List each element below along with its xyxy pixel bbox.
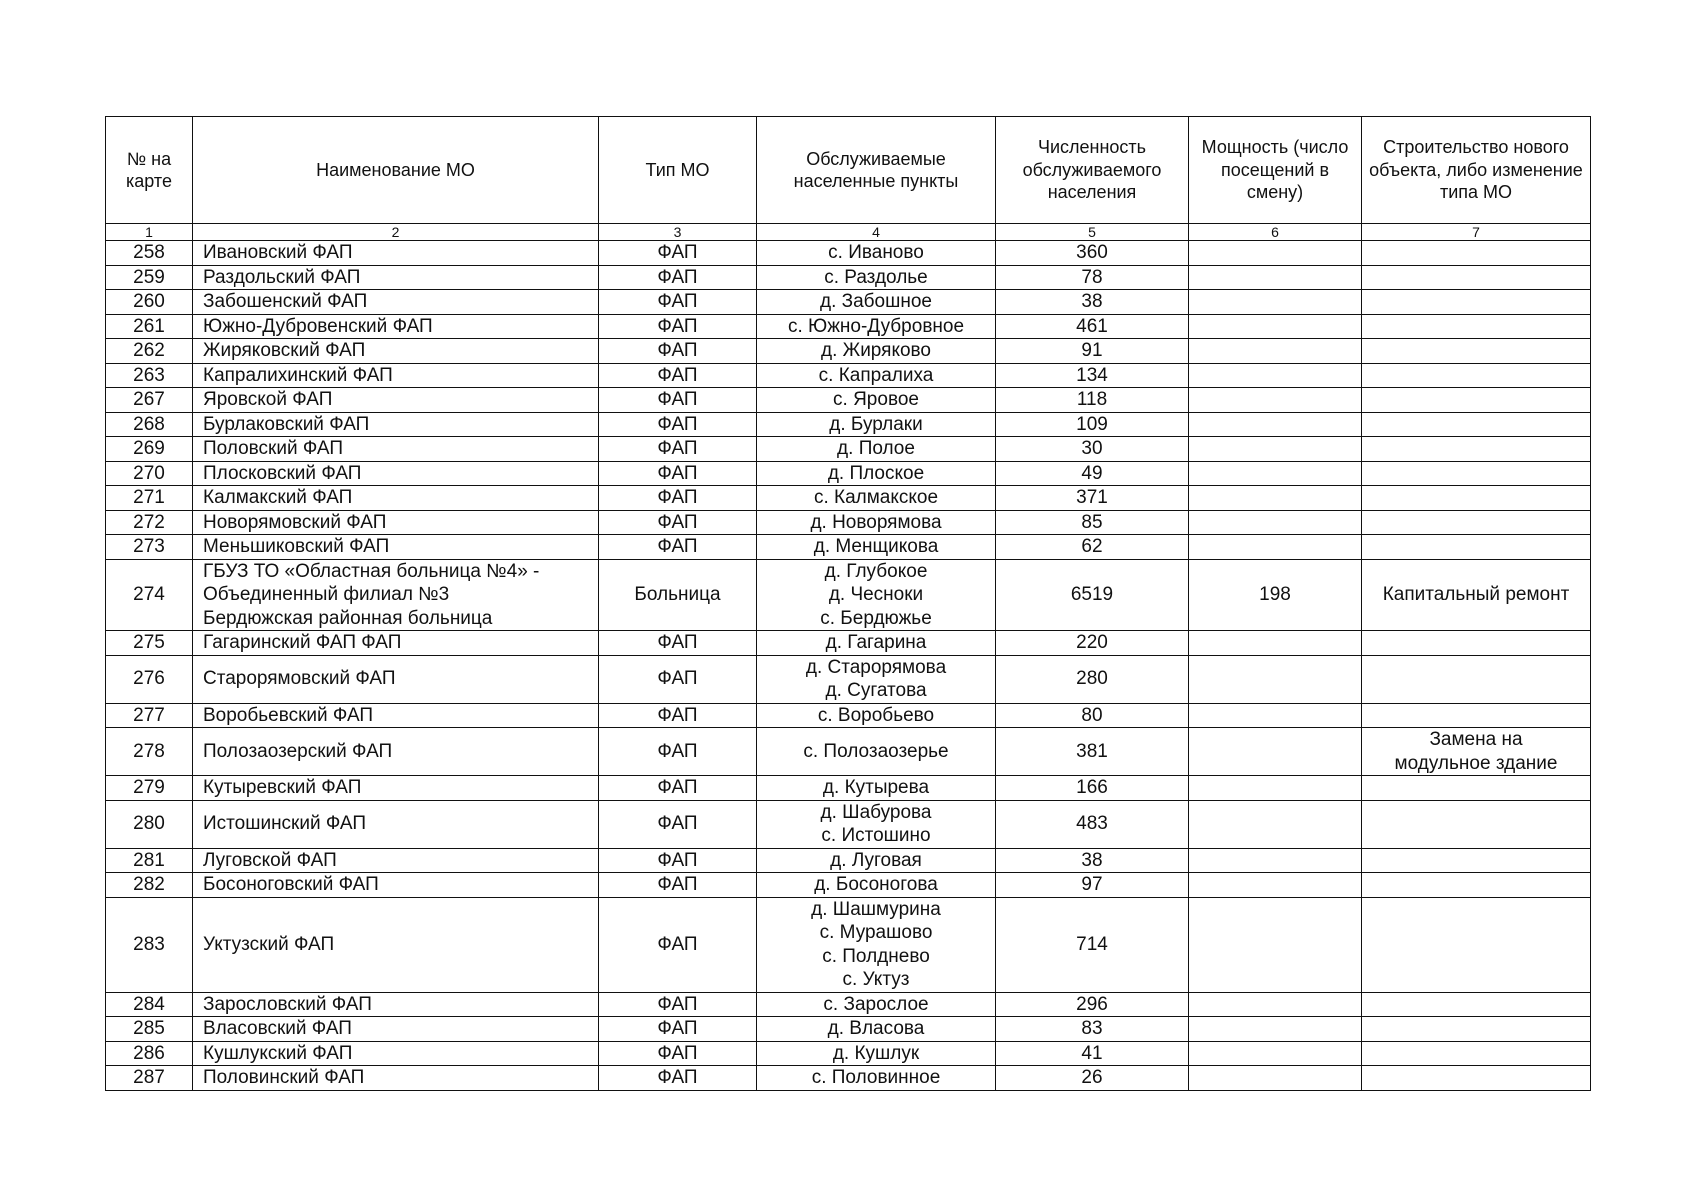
capacity-cell xyxy=(1189,437,1362,462)
settlements-cell xyxy=(757,388,996,413)
mo-name-cell xyxy=(193,873,599,898)
construction-cell-line: Капитальный ремонт xyxy=(1382,584,1570,605)
construction-cell xyxy=(1362,873,1591,898)
settlements-cell xyxy=(757,265,996,290)
construction-cell xyxy=(1362,486,1591,511)
construction-cell xyxy=(1362,241,1591,266)
mo-name-cell xyxy=(193,265,599,290)
population-cell: 62 xyxy=(996,535,1189,560)
settlements-cell-line: с. Иваново xyxy=(828,242,924,263)
map-number-cell: 275 xyxy=(106,631,193,656)
mo-type-cell: ФАП xyxy=(599,290,757,315)
mo-type-cell: Больница xyxy=(599,559,757,631)
settlements-cell xyxy=(757,848,996,873)
construction-cell xyxy=(1362,559,1591,631)
settlements-cell-line: д. Менщикова xyxy=(813,536,939,557)
table-row xyxy=(106,1066,1591,1091)
settlements-cell xyxy=(757,897,996,992)
capacity-cell xyxy=(1189,1017,1362,1042)
settlements-cell xyxy=(757,703,996,728)
population-cell: 134 xyxy=(996,363,1189,388)
capacity-cell xyxy=(1189,897,1362,992)
settlements-cell-line: с. Полднево xyxy=(822,945,930,967)
settlements-cell-line: с. Зарослое xyxy=(823,993,929,1015)
capacity-cell xyxy=(1189,631,1362,656)
settlements-cell-line: д. Власова xyxy=(827,1018,925,1039)
table-row xyxy=(106,559,1591,631)
construction-cell xyxy=(1362,703,1591,728)
mo-name-cell-line: Плосковский ФАП xyxy=(203,462,362,484)
mo-name-cell xyxy=(193,631,599,656)
mo-type-cell: ФАП xyxy=(599,363,757,388)
mo-name-cell-line: Жиряковский ФАП xyxy=(203,340,366,361)
mo-name-cell xyxy=(193,314,599,339)
mo-type-cell: ФАП xyxy=(599,510,757,535)
settlements-cell-line: д. Плоское xyxy=(827,462,925,484)
mo-name-cell-line: Половинский ФАП xyxy=(203,1067,365,1088)
mo-name-cell xyxy=(193,486,599,511)
population-cell: 360 xyxy=(996,241,1189,266)
settlements-cell xyxy=(757,873,996,898)
settlements-cell-line: с. Раздолье xyxy=(824,266,928,288)
capacity-cell xyxy=(1189,655,1362,703)
map-number-cell: 283 xyxy=(106,897,193,992)
mo-name-cell-line: Луговской ФАП xyxy=(203,849,337,871)
mo-name-cell xyxy=(193,776,599,801)
map-number-cell: 263 xyxy=(106,363,193,388)
map-number-cell: 282 xyxy=(106,873,193,898)
capacity-cell xyxy=(1189,1041,1362,1066)
settlements-cell-line: с. Уктуз xyxy=(842,969,910,990)
mo-type-cell: ФАП xyxy=(599,631,757,656)
construction-cell xyxy=(1362,535,1591,560)
settlements-cell-line: с. Бердюжье xyxy=(820,607,932,629)
mo-name-cell-line: Воробьевский ФАП xyxy=(203,704,374,726)
table-row xyxy=(106,314,1591,339)
header-map-number: № на карте xyxy=(106,117,193,224)
settlements-cell xyxy=(757,412,996,437)
construction-cell xyxy=(1362,655,1591,703)
settlements-cell-line: д. Кушлук xyxy=(832,1042,920,1064)
settlements-cell xyxy=(757,1017,996,1042)
mo-type-cell: ФАП xyxy=(599,897,757,992)
settlements-cell-line: с. Капралиха xyxy=(818,364,934,386)
settlements-cell xyxy=(757,363,996,388)
map-number-cell: 280 xyxy=(106,800,193,848)
mo-name-cell-line: Кушлукский ФАП xyxy=(203,1042,353,1064)
table-row xyxy=(106,241,1591,266)
table-row xyxy=(106,800,1591,848)
population-cell: 91 xyxy=(996,339,1189,364)
table-row xyxy=(106,510,1591,535)
population-cell: 38 xyxy=(996,848,1189,873)
settlements-cell-line: д. Полое xyxy=(837,438,915,459)
settlements-cell xyxy=(757,314,996,339)
mo-type-cell: ФАП xyxy=(599,412,757,437)
settlements-cell xyxy=(757,800,996,848)
settlements-cell xyxy=(757,461,996,486)
mo-type-cell: ФАП xyxy=(599,388,757,413)
settlements-cell-line: д. Забошное xyxy=(819,291,932,312)
population-cell: 83 xyxy=(996,1017,1189,1042)
mo-name-cell-line: Полозаозерский ФАП xyxy=(203,740,393,762)
settlements-cell-line: с. Южно-Дубровное xyxy=(787,315,965,337)
mo-type-cell: ФАП xyxy=(599,703,757,728)
settlements-cell xyxy=(757,631,996,656)
table-row xyxy=(106,728,1591,776)
map-number-cell: 287 xyxy=(106,1066,193,1091)
population-cell: 38 xyxy=(996,290,1189,315)
settlements-cell xyxy=(757,992,996,1017)
mo-type-cell: ФАП xyxy=(599,776,757,801)
capacity-cell xyxy=(1189,776,1362,801)
mo-name-cell xyxy=(193,461,599,486)
column-number: 5 xyxy=(996,224,1189,241)
construction-cell xyxy=(1362,314,1591,339)
mo-name-cell-line: Гагаринский ФАП ФАП xyxy=(203,632,402,653)
capacity-cell xyxy=(1189,728,1362,776)
table-row xyxy=(106,873,1591,898)
mo-name-cell-line: Яровской ФАП xyxy=(203,389,333,410)
map-number-cell: 267 xyxy=(106,388,193,413)
capacity-cell xyxy=(1189,314,1362,339)
settlements-cell-line: д. Босоногова xyxy=(814,874,938,895)
header-mo-type: Тип МО xyxy=(599,117,757,224)
table-row xyxy=(106,992,1591,1017)
mo-type-cell: ФАП xyxy=(599,728,757,776)
mo-name-cell xyxy=(193,728,599,776)
map-number-cell: 273 xyxy=(106,535,193,560)
construction-cell xyxy=(1362,510,1591,535)
mo-name-cell-line: Капралихинский ФАП xyxy=(203,364,393,386)
construction-cell xyxy=(1362,1066,1591,1091)
table-row xyxy=(106,437,1591,462)
mo-type-cell: ФАП xyxy=(599,992,757,1017)
construction-cell xyxy=(1362,290,1591,315)
settlements-cell-line: д. Сугатова xyxy=(825,680,927,701)
map-number-cell: 276 xyxy=(106,655,193,703)
mo-type-cell: ФАП xyxy=(599,655,757,703)
population-cell: 280 xyxy=(996,655,1189,703)
header-construction: Строительство нового объекта, либо изменение типа МО xyxy=(1362,117,1591,224)
construction-cell xyxy=(1362,800,1591,848)
construction-cell-line: модульное здание xyxy=(1394,752,1558,774)
construction-cell xyxy=(1362,412,1591,437)
mo-name-cell xyxy=(193,339,599,364)
mo-name-cell xyxy=(193,1017,599,1042)
capacity-cell: 198 xyxy=(1189,559,1362,631)
map-number-cell: 286 xyxy=(106,1041,193,1066)
construction-cell xyxy=(1362,1041,1591,1066)
table-row xyxy=(106,535,1591,560)
table-row xyxy=(106,1041,1591,1066)
population-cell: 296 xyxy=(996,992,1189,1017)
table-row xyxy=(106,897,1591,992)
mo-name-cell xyxy=(193,559,599,631)
table-row xyxy=(106,703,1591,728)
mo-type-cell: ФАП xyxy=(599,486,757,511)
mo-name-cell xyxy=(193,1041,599,1066)
capacity-cell xyxy=(1189,992,1362,1017)
capacity-cell xyxy=(1189,388,1362,413)
table-row xyxy=(106,1017,1591,1042)
mo-name-cell-line: Южно-Дубровенский ФАП xyxy=(203,315,433,337)
mo-name-cell-line: Объединенный филиал №3 xyxy=(203,584,450,605)
table-row xyxy=(106,631,1591,656)
construction-cell xyxy=(1362,848,1591,873)
mo-name-cell-line: Раздольский ФАП xyxy=(203,266,361,288)
column-number: 4 xyxy=(757,224,996,241)
construction-cell xyxy=(1362,265,1591,290)
population-cell: 118 xyxy=(996,388,1189,413)
mo-name-cell-line: Ивановский ФАП xyxy=(203,242,353,263)
settlements-cell xyxy=(757,339,996,364)
capacity-cell xyxy=(1189,800,1362,848)
settlements-cell xyxy=(757,437,996,462)
mo-name-cell xyxy=(193,897,599,992)
map-number-cell: 270 xyxy=(106,461,193,486)
settlements-cell-line: с. Мурашово xyxy=(819,922,933,943)
settlements-cell xyxy=(757,776,996,801)
column-number: 3 xyxy=(599,224,757,241)
population-cell: 78 xyxy=(996,265,1189,290)
population-cell: 6519 xyxy=(996,559,1189,631)
map-number-cell: 271 xyxy=(106,486,193,511)
settlements-cell-line: д. Глубокое xyxy=(824,560,928,582)
construction-cell xyxy=(1362,363,1591,388)
mo-name-cell-line: Истошинский ФАП xyxy=(203,813,367,835)
settlements-cell xyxy=(757,290,996,315)
population-cell: 371 xyxy=(996,486,1189,511)
settlements-cell xyxy=(757,559,996,631)
table-row xyxy=(106,461,1591,486)
map-number-cell: 281 xyxy=(106,848,193,873)
map-number-cell: 260 xyxy=(106,290,193,315)
settlements-cell xyxy=(757,510,996,535)
settlements-cell xyxy=(757,728,996,776)
mo-type-cell: ФАП xyxy=(599,437,757,462)
map-number-cell: 285 xyxy=(106,1017,193,1042)
construction-cell xyxy=(1362,1017,1591,1042)
capacity-cell xyxy=(1189,241,1362,266)
population-cell: 80 xyxy=(996,703,1189,728)
construction-cell xyxy=(1362,897,1591,992)
map-number-cell: 269 xyxy=(106,437,193,462)
settlements-cell-line: с. Яровое xyxy=(833,389,919,410)
table-row xyxy=(106,339,1591,364)
map-number-cell: 274 xyxy=(106,559,193,631)
mo-name-cell xyxy=(193,510,599,535)
capacity-cell xyxy=(1189,363,1362,388)
construction-cell xyxy=(1362,437,1591,462)
population-cell: 109 xyxy=(996,412,1189,437)
column-number: 7 xyxy=(1362,224,1591,241)
population-cell: 220 xyxy=(996,631,1189,656)
mo-type-cell: ФАП xyxy=(599,339,757,364)
capacity-cell xyxy=(1189,703,1362,728)
population-cell: 461 xyxy=(996,314,1189,339)
capacity-cell xyxy=(1189,1066,1362,1091)
map-number-cell: 272 xyxy=(106,510,193,535)
mo-name-cell xyxy=(193,1066,599,1091)
settlements-cell xyxy=(757,1041,996,1066)
mo-name-cell-line: Новорямовский ФАП xyxy=(203,511,387,533)
map-number-cell: 277 xyxy=(106,703,193,728)
settlements-cell-line: д. Кутырева xyxy=(822,777,930,798)
map-number-cell: 261 xyxy=(106,314,193,339)
mo-name-cell xyxy=(193,535,599,560)
construction-cell xyxy=(1362,631,1591,656)
capacity-cell xyxy=(1189,412,1362,437)
mo-type-cell: ФАП xyxy=(599,314,757,339)
capacity-cell xyxy=(1189,265,1362,290)
construction-cell xyxy=(1362,992,1591,1017)
population-cell: 41 xyxy=(996,1041,1189,1066)
mo-type-cell: ФАП xyxy=(599,1041,757,1066)
mo-name-cell xyxy=(193,655,599,703)
settlements-cell-line: д. Луговая xyxy=(830,849,922,871)
mo-name-cell xyxy=(193,290,599,315)
mo-name-cell-line: Зарословский ФАП xyxy=(203,993,372,1015)
settlements-cell-line: д. Чесноки xyxy=(828,584,924,605)
mo-name-cell xyxy=(193,848,599,873)
map-number-cell: 278 xyxy=(106,728,193,776)
population-cell: 49 xyxy=(996,461,1189,486)
population-cell: 381 xyxy=(996,728,1189,776)
settlements-cell-line: д. Бурлаки xyxy=(829,413,923,435)
capacity-cell xyxy=(1189,873,1362,898)
mo-name-cell xyxy=(193,800,599,848)
settlements-cell-line: д. Старорямова xyxy=(805,656,947,678)
mo-type-cell: ФАП xyxy=(599,873,757,898)
table-row xyxy=(106,388,1591,413)
mo-name-cell-line: Кутыревский ФАП xyxy=(203,777,362,798)
table-row xyxy=(106,486,1591,511)
settlements-cell-line: д. Шабурова xyxy=(820,801,932,823)
capacity-cell xyxy=(1189,486,1362,511)
capacity-cell xyxy=(1189,461,1362,486)
mo-type-cell: ФАП xyxy=(599,535,757,560)
map-number-cell: 284 xyxy=(106,992,193,1017)
settlements-cell-line: с. Истошино xyxy=(821,825,931,846)
settlements-cell-line: д. Гагарина xyxy=(825,632,927,653)
settlements-cell xyxy=(757,486,996,511)
medical-organizations-table xyxy=(105,116,1591,1091)
header-row xyxy=(106,117,1591,224)
population-cell: 26 xyxy=(996,1066,1189,1091)
population-cell: 166 xyxy=(996,776,1189,801)
mo-type-cell: ФАП xyxy=(599,241,757,266)
mo-type-cell: ФАП xyxy=(599,265,757,290)
header-population: Численность обслуживаемого населения xyxy=(996,117,1189,224)
mo-name-cell-line: Власовский ФАП xyxy=(203,1018,352,1039)
map-number-cell: 268 xyxy=(106,412,193,437)
construction-cell xyxy=(1362,339,1591,364)
settlements-cell-line: д. Жиряково xyxy=(821,340,931,361)
settlements-cell-line: д. Шашмурина xyxy=(811,898,941,920)
mo-type-cell: ФАП xyxy=(599,1066,757,1091)
header-mo-name: Наименование МО xyxy=(193,117,599,224)
mo-type-cell: ФАП xyxy=(599,800,757,848)
mo-name-cell-line: Забошенский ФАП xyxy=(203,291,368,312)
table-row xyxy=(106,655,1591,703)
construction-cell xyxy=(1362,461,1591,486)
mo-name-cell xyxy=(193,363,599,388)
mo-type-cell: ФАП xyxy=(599,1017,757,1042)
table-row xyxy=(106,363,1591,388)
mo-name-cell xyxy=(193,992,599,1017)
header-settlements: Обслуживаемые населенные пункты xyxy=(757,117,996,224)
settlements-cell-line: с. Полозаозерье xyxy=(803,740,949,762)
settlements-cell xyxy=(757,1066,996,1091)
settlements-cell xyxy=(757,655,996,703)
mo-type-cell: ФАП xyxy=(599,848,757,873)
column-number: 6 xyxy=(1189,224,1362,241)
settlements-cell xyxy=(757,241,996,266)
mo-name-cell-line: ГБУЗ ТО «Областная больница №4» - xyxy=(203,560,540,582)
construction-cell xyxy=(1362,728,1591,776)
table-row xyxy=(106,290,1591,315)
mo-name-cell xyxy=(193,388,599,413)
capacity-cell xyxy=(1189,290,1362,315)
population-cell: 85 xyxy=(996,510,1189,535)
column-number-row xyxy=(106,224,1591,241)
mo-name-cell-line: Старорямовский ФАП xyxy=(203,668,396,690)
settlements-cell xyxy=(757,535,996,560)
population-cell: 714 xyxy=(996,897,1189,992)
mo-name-cell-line: Босоноговский ФАП xyxy=(203,874,379,895)
capacity-cell xyxy=(1189,339,1362,364)
mo-name-cell xyxy=(193,703,599,728)
header-capacity: Мощность (число посещений в смену) xyxy=(1189,117,1362,224)
mo-name-cell-line: Уктузский ФАП xyxy=(203,933,335,955)
mo-name-cell-line: Меньшиковский ФАП xyxy=(203,536,390,557)
table-row xyxy=(106,265,1591,290)
mo-name-cell-line: Калмакский ФАП xyxy=(203,487,353,508)
capacity-cell xyxy=(1189,510,1362,535)
population-cell: 483 xyxy=(996,800,1189,848)
construction-cell xyxy=(1362,776,1591,801)
map-number-cell: 279 xyxy=(106,776,193,801)
settlements-cell-line: с. Половинное xyxy=(811,1067,941,1088)
table-row xyxy=(106,776,1591,801)
table-row xyxy=(106,848,1591,873)
mo-name-cell xyxy=(193,437,599,462)
mo-name-cell-line: Бурлаковский ФАП xyxy=(203,413,370,435)
settlements-cell-line: с. Калмакское xyxy=(813,487,939,508)
column-number: 2 xyxy=(193,224,599,241)
mo-name-cell xyxy=(193,241,599,266)
mo-name-cell-line: Половский ФАП xyxy=(203,438,344,459)
mo-name-cell-line: Бердюжская районная больница xyxy=(203,607,493,629)
settlements-cell-line: д. Новорямова xyxy=(810,511,942,533)
construction-cell xyxy=(1362,388,1591,413)
map-number-cell: 259 xyxy=(106,265,193,290)
column-number: 1 xyxy=(106,224,193,241)
population-cell: 30 xyxy=(996,437,1189,462)
mo-name-cell xyxy=(193,412,599,437)
capacity-cell xyxy=(1189,848,1362,873)
mo-type-cell: ФАП xyxy=(599,461,757,486)
map-number-cell: 258 xyxy=(106,241,193,266)
settlements-cell-line: с. Воробьево xyxy=(817,704,935,726)
table-row xyxy=(106,412,1591,437)
population-cell: 97 xyxy=(996,873,1189,898)
capacity-cell xyxy=(1189,535,1362,560)
construction-cell-line: Замена на xyxy=(1429,729,1523,750)
map-number-cell: 262 xyxy=(106,339,193,364)
